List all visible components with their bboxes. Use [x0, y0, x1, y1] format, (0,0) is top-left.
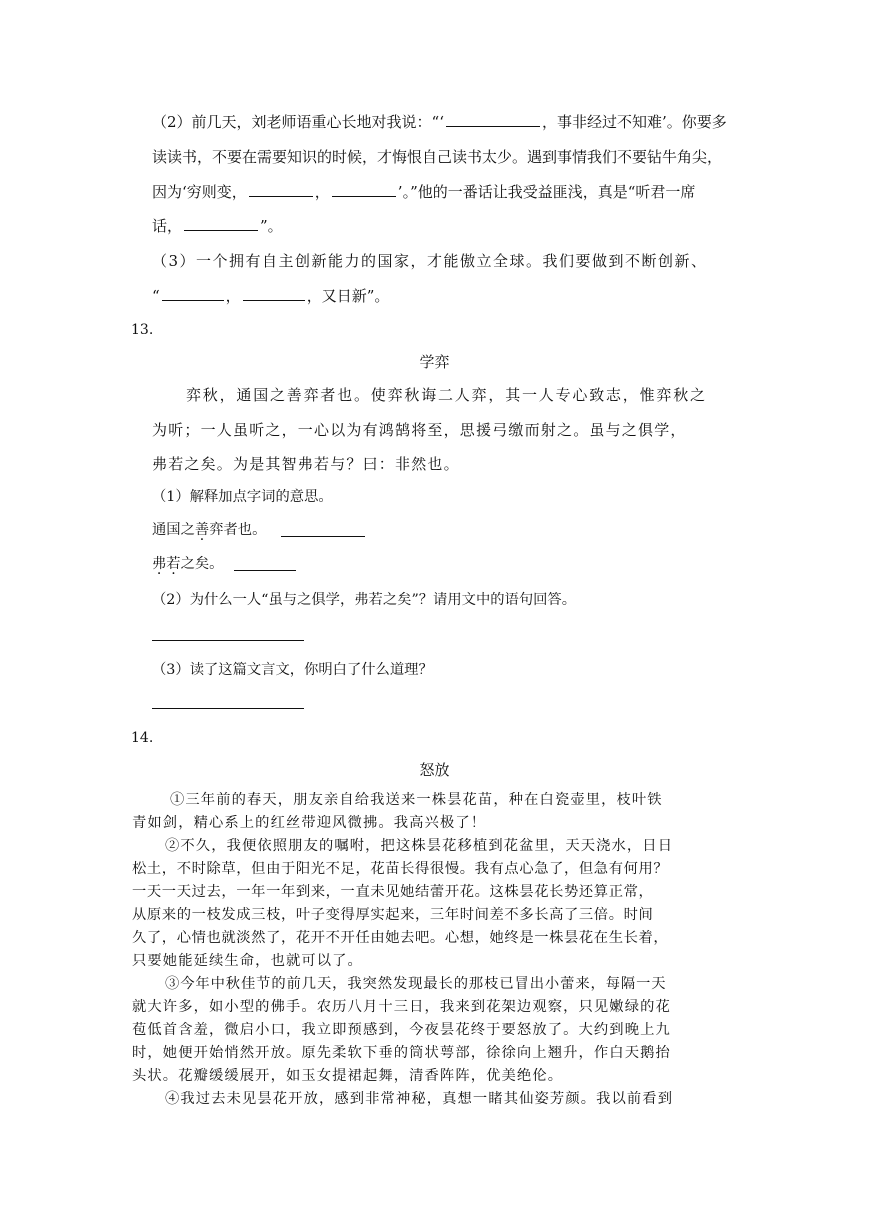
q13-item-2: 弗若之矣。 [152, 556, 224, 572]
dotted-char: 若 [166, 556, 181, 572]
q14-line: ②不久，我便依照朋友的嘱咐，把这株昙花移植到花盆里，天天浇水，日日 [165, 838, 674, 854]
q12-part3-line-1: （3）一个拥有自主创新能力的国家，才能傲立全球。我们要做到不断创新、 [152, 252, 708, 270]
answer-line-item-2[interactable] [234, 570, 296, 571]
q14-number: 14. [131, 730, 154, 746]
blank-1[interactable] [446, 112, 540, 127]
dotted-char: 善 [194, 522, 210, 538]
blank-4[interactable] [184, 216, 258, 231]
q14-line: ①三年前的春天，朋友亲自给我送来一株昙花苗，种在白瓷壶里，枝叶铁 [170, 792, 663, 808]
q13-item-1: 通国之善弈者也。 [152, 522, 267, 538]
q14-line: 从原来的一枝发成三枝，叶子变得厚实起来，三年时间差不多长高了三倍。时间 [132, 907, 654, 923]
q13-text-line-3: 弗若之矣。为是其智弗若与？曰：非然也。 [152, 455, 460, 473]
blank-6[interactable] [243, 286, 305, 301]
answer-line-sub3[interactable] [152, 708, 304, 709]
q14-line: 苞低首含羞，微启小口，我立即预感到，今夜昙花终于要怒放了。大约到晚上九 [132, 1022, 671, 1038]
blank-3[interactable] [332, 182, 396, 197]
q14-line: 就大许多，如小型的佛手。农历八月十三日，我来到花架边观察，只见嫩绿的花 [132, 999, 671, 1015]
q12-line-2: 读读书，不要在需要知识的时候，才悔恨自己读书太少。遇到事情我们不要钻牛角尖， [152, 148, 723, 166]
q14-line: ④我过去未见昙花开放，感到非常神秘，真想一睹其仙姿芳颜。我以前看到 [165, 1091, 674, 1107]
answer-line-item-1[interactable] [281, 536, 365, 537]
q14-line: 只要她能延续生命，也就可以了。 [132, 953, 363, 969]
q12-part3-line-2: “ ， ，又日新”。 [152, 287, 390, 305]
q13-number: 13. [131, 322, 154, 338]
q12-line-3: 因为‘穷则变， ， ’。”他的一番话让我受益匪浅，真是“听君一席 [152, 183, 696, 201]
blank-2[interactable] [249, 182, 313, 197]
q14-title: 怒放 [419, 761, 450, 779]
q12-line-4: 话， ”。 [152, 217, 283, 235]
q13-sub2: （2）为什么一人“虽与之俱学，弗若之矣”？请用文中的语句回答。 [152, 592, 577, 608]
q14-line: 青如剑，精心系上的红丝带迎风微拂。我高兴极了！ [132, 815, 487, 831]
q14-line: 头状。花瓣缓缓展开，如玉女提裙起舞，清香阵阵，优美绝伦。 [132, 1068, 564, 1084]
q14-line: 松土，不时除草，但由于阳光不足，花苗长得很慢。我有点心急了，但急有何用？ [132, 861, 669, 877]
q12-line-1: （2）前几天，刘老师语重心长地对我说：“‘ ，事非经过不知难’。你要多 [152, 113, 727, 131]
q14-line: 时，她便开始悄然开放。原先柔软下垂的筒状萼部，徐徐向上翘升，作白天鹅抬 [132, 1045, 671, 1061]
q14-line: 一天一天过去，一年一年到来，一直未见她结蕾开花。这株昙花长势还算正常， [132, 884, 654, 900]
answer-line-sub2[interactable] [152, 640, 304, 641]
blank-5[interactable] [162, 286, 224, 301]
q14-line: 久了，心情也就淡然了，花开不开任由她去吧。心想，她终是一株昙花在生长着， [132, 930, 669, 946]
q13-sub3: （3）读了这篇文言文，你明白了什么道理？ [152, 662, 433, 678]
q13-sub1: （1）解释加点字词的意思。 [152, 489, 333, 505]
q14-line: ③今年中秋佳节的前几天，我突然发现最长的那枝已冒出小蕾来，每隔一天 [165, 976, 667, 992]
q13-text-line-2: 为听；一人虽听之，一心以为有鸿鹄将至，思援弓缴而射之。虽与之俱学， [152, 421, 687, 439]
q13-title: 学弈 [419, 353, 450, 371]
dotted-char: 弗 [152, 556, 167, 572]
q13-text-line-1: 弈秋，通国之善弈者也。使弈秋诲二人弈，其一人专心致志，惟弈秋之 [186, 386, 707, 404]
